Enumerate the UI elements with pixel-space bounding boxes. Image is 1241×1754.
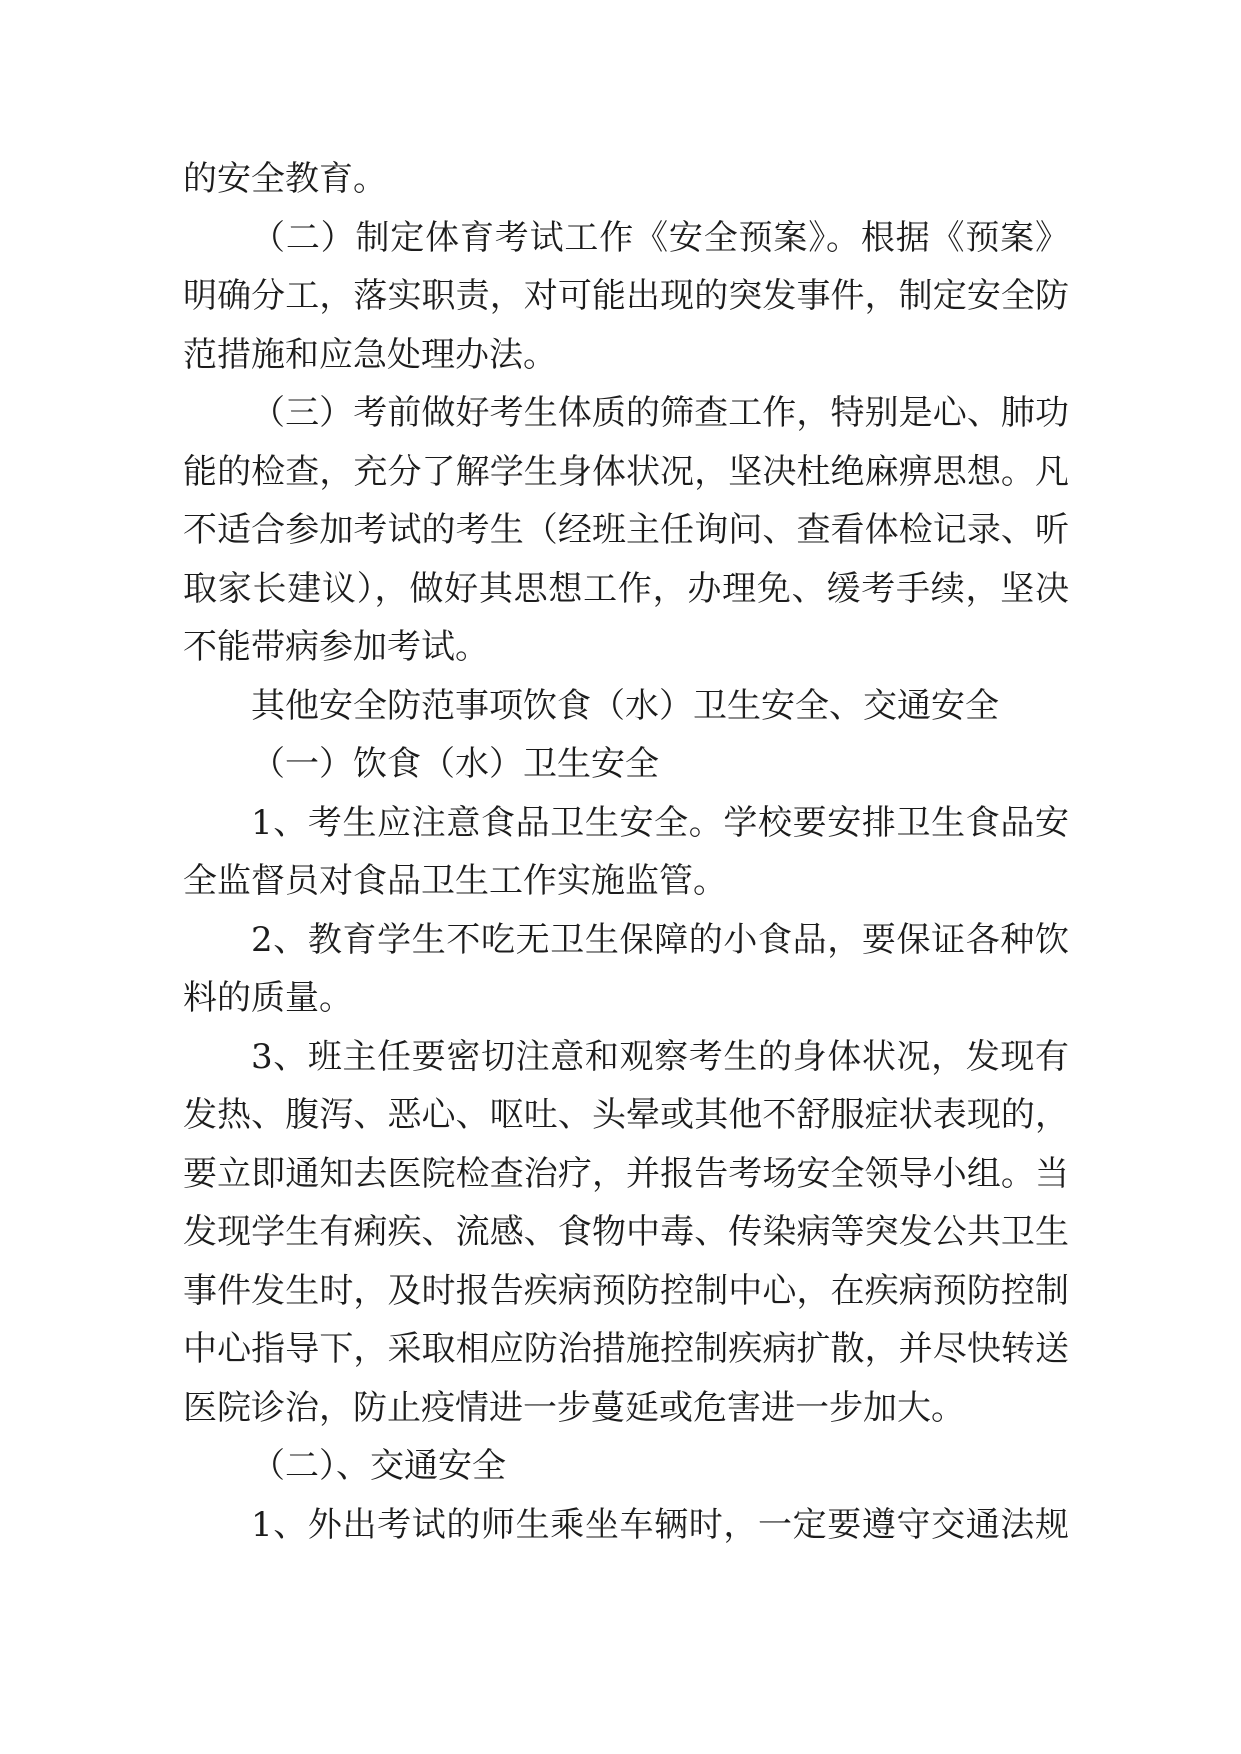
text-line: 3、班主任要密切注意和观察考生的身体状况，发现有 [251, 1036, 1069, 1077]
text-line: 要立即通知去医院检查治疗，并报告考场安全领导小组。当 [183, 1153, 1069, 1194]
text-line: 其他安全防范事项饮食（水）卫生安全、交通安全 [251, 685, 999, 726]
text-line: 明确分工，落实职责，对可能出现的突发事件，制定安全防 [183, 276, 1069, 316]
text-line: 取家长建议），做好其思想工作，办理免、缓考手续，坚决 [183, 568, 1069, 609]
text-line: 中心指导下，采取相应防治措施控制疾病扩散，并尽快转送 [183, 1329, 1069, 1369]
text-line: 发热、腹泻、恶心、呕吐、头晕或其他不舒服症状表现的， [183, 1095, 1069, 1135]
text-line: 能的检查，充分了解学生身体状况，坚决杜绝麻痹思想。凡 [183, 451, 1069, 492]
text-line: 料的质量。 [183, 978, 353, 1018]
text-line: 1、考生应注意食品卫生安全。学校要安排卫生食品安 [251, 802, 1069, 843]
text-line: 2、教育学生不吃无卫生保障的小食品，要保证各种饮 [251, 919, 1069, 960]
text-line: （二）制定体育考试工作《安全预案》。根据《预案》 [251, 217, 1069, 258]
text-line: 不能带病参加考试。 [183, 627, 489, 667]
text-line: （二）、交通安全 [251, 1446, 506, 1486]
text-line: （一）饮食（水）卫生安全 [251, 744, 659, 784]
text-line: 事件发生时，及时报告疾病预防控制中心，在疾病预防控制 [183, 1270, 1069, 1311]
text-line: 1、外出考试的师生乘坐车辆时，一定要遵守交通法规 [251, 1504, 1069, 1545]
document-text-block [183, 150, 1069, 1554]
text-line: 不适合参加考试的考生（经班主任询问、查看体检记录、听 [183, 510, 1069, 550]
text-line: 发现学生有痢疾、流感、食物中毒、传染病等突发公共卫生 [183, 1212, 1069, 1252]
text-line: 范措施和应急处理办法。 [183, 334, 557, 375]
text-line: 医院诊治，防止疫情进一步蔓延或危害进一步加大。 [183, 1387, 965, 1428]
text-line: 全监督员对食品卫生工作实施监管。 [183, 861, 727, 901]
text-line: （三）考前做好考生体质的筛查工作，特别是心、肺功 [251, 393, 1069, 433]
text-line: 的安全教育。 [183, 159, 387, 199]
